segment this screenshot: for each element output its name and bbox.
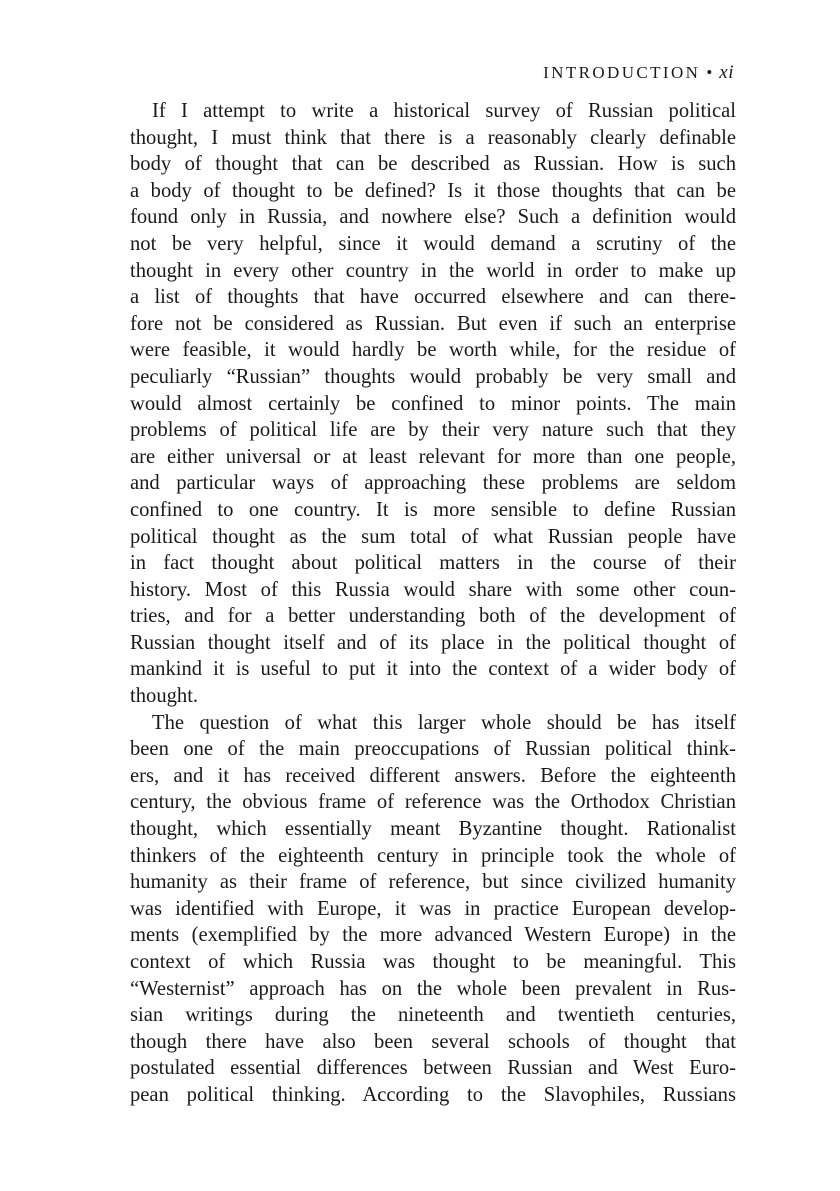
- text-line: “Westernist” approach has on the whole been prevalent in Rus-: [130, 977, 736, 1000]
- text-line: tries, and for a better understanding both of the development of: [130, 605, 736, 628]
- text-line: Russian thought itself and of its place in the political thought of: [130, 631, 736, 654]
- text-line: context of which Russia was thought to be meaningful. This: [130, 951, 736, 973]
- paragraph-1: [108, 98, 736, 710]
- paragraph-2: [108, 710, 736, 1109]
- text-line: confined to one country. It is more sensible to define Russian: [130, 498, 736, 521]
- text-line: mankind it is useful to put it into the context of a wider body of: [130, 658, 736, 681]
- text-line: political thought as the sum total of what Russian people have: [130, 525, 736, 548]
- page-number: xi: [719, 62, 734, 83]
- text-line: fore not be considered as Russian. But even if such an enterprise: [130, 312, 736, 335]
- running-head: [543, 62, 734, 84]
- text-line: in fact thought about political matters in the course of their: [130, 552, 736, 575]
- text-line: problems of political life are by their very nature such that they: [130, 419, 736, 442]
- text-line: history. Most of this Russia would share with some other coun-: [130, 578, 736, 601]
- text-line: would almost certainly be confined to minor points. The main: [130, 392, 736, 415]
- text-line: are either universal or at least relevant for more than one people,: [130, 445, 736, 468]
- text-line: humanity as their frame of reference, but since civilized humanity: [130, 871, 736, 894]
- text-line: not be very helpful, since it would demand a scrutiny of the: [130, 232, 736, 255]
- text-line: pean political thinking. According to the Slavophiles, Russians: [130, 1083, 736, 1106]
- text-line: thought.: [130, 685, 199, 708]
- text-line: and particular ways of approaching these problems are seldom: [130, 472, 736, 495]
- text-line: postulated essential differences between Russian and West Euro-: [130, 1057, 736, 1080]
- text-line: thought, I must think that there is a reasonably clearly definable: [130, 126, 736, 149]
- running-head-separator: •: [706, 63, 713, 82]
- text-line: a list of thoughts that have occurred elsewhere and can there-: [130, 286, 736, 309]
- body-text: [108, 98, 736, 1109]
- text-line: thought in every other country in the world in order to make up: [130, 259, 736, 282]
- text-line: ments (exemplified by the more advanced Western Europe) in the: [130, 924, 736, 947]
- text-line: was identified with Europe, it was in practice European develop-: [130, 897, 736, 920]
- text-line: found only in Russia, and nowhere else? Such a definition would: [130, 206, 736, 229]
- text-line: were feasible, it would hardly be worth while, for the residue of: [130, 339, 736, 362]
- text-line: ers, and it has received different answers. Before the eighteenth: [130, 764, 736, 787]
- text-line: body of thought that can be described as Russian. How is such: [130, 153, 736, 176]
- text-line: The question of what this larger whole should be has itself: [152, 711, 736, 734]
- running-head-section: INTRODUCTION: [543, 63, 701, 82]
- text-line: sian writings during the nineteenth and twentieth centuries,: [130, 1004, 736, 1027]
- text-line: a body of thought to be defined? Is it those thoughts that can be: [130, 179, 736, 202]
- text-line: though there have also been several schools of thought that: [130, 1030, 736, 1053]
- text-line: thinkers of the eighteenth century in principle took the whole of: [130, 844, 736, 867]
- text-line: thought, which essentially meant Byzantine thought. Rationalist: [130, 818, 736, 841]
- text-line: been one of the main preoccupations of Russian political think-: [130, 738, 736, 761]
- text-line: If I attempt to write a historical survey of Russian political: [152, 100, 736, 122]
- text-line: peculiarly “Russian” thoughts would probably be very small and: [130, 365, 736, 388]
- text-line: century, the obvious frame of reference was the Orthodox Christian: [130, 791, 736, 814]
